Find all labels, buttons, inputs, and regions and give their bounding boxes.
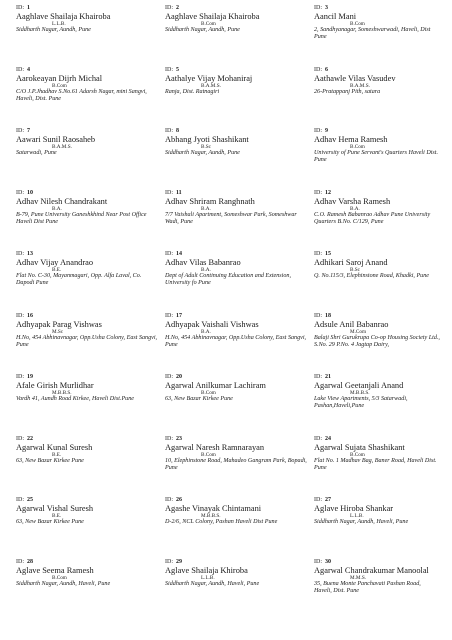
entry-id-line <box>16 558 165 566</box>
entry-name: Adhav Varsha Ramesh <box>314 196 391 206</box>
entry-id-label: ID: <box>314 66 322 73</box>
directory-entry <box>314 249 444 311</box>
entry-name: Adsule Anil Babanrao <box>314 319 389 329</box>
entry-id-label: ID: <box>165 558 173 565</box>
entry-id-line <box>165 250 314 258</box>
entry-id: 6 <box>325 66 328 73</box>
entry-id-line <box>16 250 165 258</box>
entry-id-line <box>165 558 314 566</box>
entry-id-line <box>314 250 444 258</box>
entry-degree: B.E. <box>52 267 62 273</box>
entry-name: Agarwal Sujata Shashikant <box>314 442 405 452</box>
directory-entry <box>16 65 165 127</box>
entry-id-line <box>16 4 165 12</box>
entry-name: Adhav Vijay Anandrao <box>16 258 94 267</box>
entry-id-line <box>165 189 314 197</box>
entry-degree: B.Sc <box>201 144 211 150</box>
entry-degree: B.A.M.S. <box>201 82 221 89</box>
entry-name: Agarwal Anilkumar Lachiram <box>165 381 266 390</box>
entry-id: 12 <box>325 189 331 196</box>
entry-id-label: ID: <box>16 497 24 503</box>
entry-name: Agarwal Chandrakumar Manoolal <box>314 565 429 575</box>
directory-entry <box>165 249 314 311</box>
directory-entry <box>314 3 444 65</box>
entry-name: Adhav Nilesh Chandrakant <box>16 196 108 206</box>
entry-name: Aarokeayan Dijrh Michal <box>16 73 103 83</box>
entry-address: 10, Elephinstone Road, Mahadeo Gangram Park, Bopadi, Pune <box>165 457 307 471</box>
directory-entry <box>165 65 314 127</box>
entry-degree: B.E. <box>52 513 62 519</box>
entry-id-label: ID: <box>314 374 322 380</box>
entry-degree: B.Com <box>201 390 216 396</box>
entry-id-label: ID: <box>165 189 173 196</box>
entry-name: Abhang Jyoti Shashikant <box>165 135 249 144</box>
entry-address: Vardh 41, Aundh Road Kirkee, Haveli Dist.Pune <box>16 396 134 402</box>
entry-id-line <box>314 4 444 12</box>
entry-id: 23 <box>176 435 182 442</box>
entry-id: 18 <box>325 312 331 319</box>
entry-id-line <box>165 373 314 381</box>
entry-address: 63, New Bazar Kirkee Pune <box>16 457 84 464</box>
directory-entry <box>314 372 444 434</box>
entry-degree: L.L.B. <box>201 574 215 581</box>
entry-degree: B.Sc <box>350 267 360 273</box>
entry-address: 63, New Bazar Kirkee Pune <box>16 519 84 525</box>
entry-name: Aglave Hiroba Shankar <box>314 504 394 513</box>
entry-id: 13 <box>27 251 33 257</box>
entry-degree: B.Com <box>350 21 365 27</box>
entry-degree: M.Com <box>350 328 366 335</box>
entry-id-label: ID: <box>165 5 173 11</box>
entry-name: Agarwal Vishal Suresh <box>16 504 94 513</box>
entry-id: 4 <box>27 66 30 73</box>
entry-degree: L.L.B. <box>350 513 364 519</box>
directory-entry <box>165 188 314 250</box>
directory-entry <box>314 311 444 373</box>
entry-degree: B.A. <box>52 205 62 212</box>
entry-id: 16 <box>27 312 33 319</box>
entry-name: Adhav Vilas Babanrao <box>165 258 241 267</box>
directory-entry <box>16 372 165 434</box>
directory-entry <box>16 557 165 619</box>
directory-entry <box>165 311 314 373</box>
entry-degree: B.A. <box>350 205 360 212</box>
entry-address: Flat No. C-30, Mayanmagari, Opp. Alfa Laval, Co. Dapodi Pune <box>16 273 142 287</box>
directory-entry <box>314 126 444 188</box>
entry-id: 5 <box>176 66 179 73</box>
entry-id: 8 <box>176 128 179 134</box>
entry-id-label: ID: <box>165 435 173 442</box>
entry-id: 3 <box>325 5 328 11</box>
directory-entry <box>165 434 314 496</box>
entry-id-line <box>314 312 444 320</box>
entry-degree: B.E. <box>52 451 62 458</box>
entry-degree: B.A.M.S. <box>52 144 72 150</box>
entry-id-label: ID: <box>16 128 24 134</box>
entry-id-line <box>165 312 314 320</box>
entry-id: 10 <box>27 189 33 196</box>
directory-entry <box>165 557 314 619</box>
directory-entry <box>165 372 314 434</box>
entry-id-line <box>314 435 444 443</box>
entry-address: H.No, 454 Abhinavnagar, Opp.Usha Colony, East Sangvi, Pune <box>16 334 158 348</box>
entry-id-label: ID: <box>314 189 322 196</box>
entry-address: C.O. Ramesh Babanrao Adhav Pune University Quarters B.No. C/129, Pune <box>314 211 431 225</box>
entry-degree: B.Com <box>350 144 365 150</box>
entry-address: Siddharth Nagar, Aundh, Haveli, Pune <box>314 519 409 525</box>
directory-entry <box>16 188 165 250</box>
entry-name: Adhav Shriram Ranghnath <box>165 196 255 206</box>
entry-name: Aathawle Vilas Vasudev <box>314 73 396 83</box>
entry-id: 29 <box>176 558 182 565</box>
entry-id: 19 <box>27 374 33 380</box>
entry-address: Siddharth Nagar, Aundh, Pune <box>165 150 240 156</box>
entry-degree: B.A. <box>201 328 211 335</box>
entry-address: University of Pune Servant's Quarters Haveli Dist. Pune <box>314 150 439 164</box>
entry-id-label: ID: <box>165 497 173 503</box>
entry-id-line <box>16 496 165 504</box>
entry-id: 24 <box>325 435 331 442</box>
entry-id-label: ID: <box>16 374 24 380</box>
entry-address: 63, New Bazar Kirkee Pune <box>165 396 233 402</box>
entry-address: Balaji Shri Gurukrupa Co-op Housing Society Ltd., S.No. 29 P.No. 4 Jagtap Dairy, <box>314 334 440 348</box>
entry-address: Siddharth Nagar, Aundh, Pune <box>16 27 91 33</box>
entry-id-line <box>165 4 314 12</box>
directory-entry <box>16 3 165 65</box>
entry-address: Q. No.115/3, Elephinstone Road, Khadki, Pune <box>314 273 429 279</box>
entry-address: Satarwadi, Pune <box>16 150 57 156</box>
entry-id-label: ID: <box>16 312 24 319</box>
entry-name: Adhyapak Vaishali Vishwas <box>165 319 259 329</box>
entry-name: Aathalye Vijay Mohaniraj <box>165 73 253 83</box>
entry-id-line <box>314 373 444 381</box>
entry-id-label: ID: <box>16 251 24 257</box>
entry-degree: B.Com <box>201 21 216 27</box>
entry-degree: B.A. <box>201 267 211 273</box>
entry-name: Agarwal Naresh Ramnarayan <box>165 442 265 452</box>
entry-address: Dept of Adult Continuing Education and Extension, University fo Pune <box>165 273 291 287</box>
entry-id-line <box>314 66 444 74</box>
entry-id-label: ID: <box>165 251 173 257</box>
entry-address: Siddharth Nagar, Aundh, Haveli, Pune <box>16 580 111 587</box>
entry-id-line <box>16 127 165 135</box>
entry-address: 35, Buena Monte Panchavati Pashan Road, Haveli, Dist. Pune <box>314 580 421 594</box>
entry-id-label: ID: <box>165 66 173 73</box>
entry-id-line <box>16 66 165 74</box>
entry-degree: B.Com <box>52 82 67 89</box>
entry-name: Agashe Vinayak Chintamani <box>165 504 262 513</box>
directory-entry <box>16 434 165 496</box>
entry-id-line <box>165 496 314 504</box>
entry-id: 28 <box>27 558 33 565</box>
entry-name: Afale Girish Murlidhar <box>16 381 94 390</box>
entry-id-label: ID: <box>314 5 322 11</box>
entry-id-label: ID: <box>314 312 322 319</box>
entry-name: Aglave Shailaja Khiroba <box>165 565 248 575</box>
entry-degree: B.Com <box>201 451 216 458</box>
entry-id: 11 <box>176 189 182 196</box>
entry-id-label: ID: <box>16 558 24 565</box>
entry-address: Flat No. 1 Madhav Bag, Baner Road, Haveli Dist. Pune <box>314 457 437 471</box>
entry-name: Agarwal Geetanjali Anand <box>314 381 404 390</box>
entry-name: Adhyapak Parag Vishwas <box>16 319 102 329</box>
entry-id-label: ID: <box>314 435 322 442</box>
entry-degree: B.A. <box>201 205 211 212</box>
entry-name: Adhikari Saroj Anand <box>314 258 388 267</box>
entry-id: 27 <box>325 497 331 503</box>
directory-entry <box>16 311 165 373</box>
entry-address: Siddharth Nagar, Aundh, Pune <box>165 27 240 33</box>
directory-entry <box>165 3 314 65</box>
entry-id: 17 <box>176 312 182 319</box>
entry-degree: M.M.S. <box>350 574 367 581</box>
entry-id-label: ID: <box>16 189 24 196</box>
entry-address: Lake View Apartments, 5/3 Satarwadi, Pashan,Haveli,Pune <box>314 396 408 410</box>
entry-id-label: ID: <box>314 251 322 257</box>
entry-degree: B.A.M.S. <box>350 82 370 89</box>
entry-name: Aglave Seema Ramesh <box>16 565 94 575</box>
entry-name: Aancil Mani <box>314 12 357 21</box>
entry-id: 22 <box>27 435 33 442</box>
entry-id-label: ID: <box>314 497 322 503</box>
entry-id-label: ID: <box>165 128 173 134</box>
directory-entry <box>16 249 165 311</box>
entry-id-line <box>16 435 165 443</box>
entry-degree: M.Sc <box>52 328 64 335</box>
entry-id-label: ID: <box>314 128 322 134</box>
entry-name: Aaghlave Shailaja Khairoba <box>16 12 111 21</box>
entry-address: 26-Pratappanj Pith, satara <box>314 88 381 95</box>
entry-id-label: ID: <box>165 312 173 319</box>
entry-id-line <box>314 558 444 566</box>
entry-id: 1 <box>27 5 30 11</box>
entry-id: 15 <box>325 251 331 257</box>
directory-entry <box>16 126 165 188</box>
entry-address: D-2/6, NCL Colony, Pashan Haveli Dist Pune <box>165 519 278 525</box>
entry-address: H.No, 454 Abhinavnagar, Opp.Usha Colony, East Sangvi, Pune <box>165 334 307 348</box>
entry-id-label: ID: <box>16 5 24 11</box>
directory-entry <box>165 495 314 557</box>
entry-address: 2, Sandhyanagar, Someshwarwadi, Haveli, Dist Pune <box>314 27 431 41</box>
entry-name: Aawari Sunil Raosaheb <box>16 135 96 144</box>
entry-id-line <box>16 373 165 381</box>
entry-degree: B.Com <box>350 451 365 458</box>
entry-id-line <box>165 435 314 443</box>
entry-name: Agarwal Kunal Suresh <box>16 442 93 452</box>
entry-id: 21 <box>325 374 331 380</box>
entry-degree: B.Com <box>52 574 67 581</box>
entry-address: B-79, Pune University Ganeshkhind Near Post Office Haveli Dist Pune <box>16 211 147 225</box>
entry-id: 30 <box>325 558 331 565</box>
entry-name: Adhav Hema Ramesh <box>314 135 388 144</box>
entry-id: 20 <box>176 374 182 380</box>
directory-grid <box>16 3 444 618</box>
entry-id-line <box>314 127 444 135</box>
entry-id-line <box>165 66 314 74</box>
entry-id-label: ID: <box>16 435 24 442</box>
entry-id-label: ID: <box>165 374 173 380</box>
entry-degree: M.B.B.S. <box>52 390 72 396</box>
entry-id-line <box>314 189 444 197</box>
entry-id-label: ID: <box>16 66 24 73</box>
entry-id-line <box>165 127 314 135</box>
entry-id: 26 <box>176 497 182 503</box>
directory-entry <box>314 434 444 496</box>
entry-id-line <box>16 312 165 320</box>
entry-id: 2 <box>176 5 179 11</box>
entry-id: 25 <box>27 497 33 503</box>
entry-address: C/O J.P.Jhadhav S.No.61 Adarsh Nagar, mini Sangvi, Haveli, Dist. Pune <box>16 88 147 102</box>
entry-address: Ranja, Dist. Ratnagiri <box>165 88 220 95</box>
entry-id-line <box>16 189 165 197</box>
entry-degree: M.B.B.S. <box>350 390 370 396</box>
directory-entry <box>314 495 444 557</box>
directory-entry <box>16 495 165 557</box>
directory-entry <box>314 188 444 250</box>
entry-id: 14 <box>176 251 182 257</box>
entry-address: Siddharth Nagar, Aundh, Haveli, Pune <box>165 580 260 587</box>
entry-degree: L.L.B. <box>52 21 66 27</box>
entry-id: 7 <box>27 128 30 134</box>
directory-entry <box>165 126 314 188</box>
entry-id-line <box>314 496 444 504</box>
directory-entry <box>314 65 444 127</box>
entry-name: Aaghlave Shailaja Khairoba <box>165 12 260 21</box>
entry-degree: M.B.B.S. <box>201 513 221 519</box>
directory-entry <box>314 557 444 619</box>
entry-id-label: ID: <box>314 558 322 565</box>
entry-id: 9 <box>325 128 328 134</box>
entry-address: 7/7 Vaishali Apartment, Someshwar Park, Someshwar Wadi, Pune <box>165 211 297 225</box>
